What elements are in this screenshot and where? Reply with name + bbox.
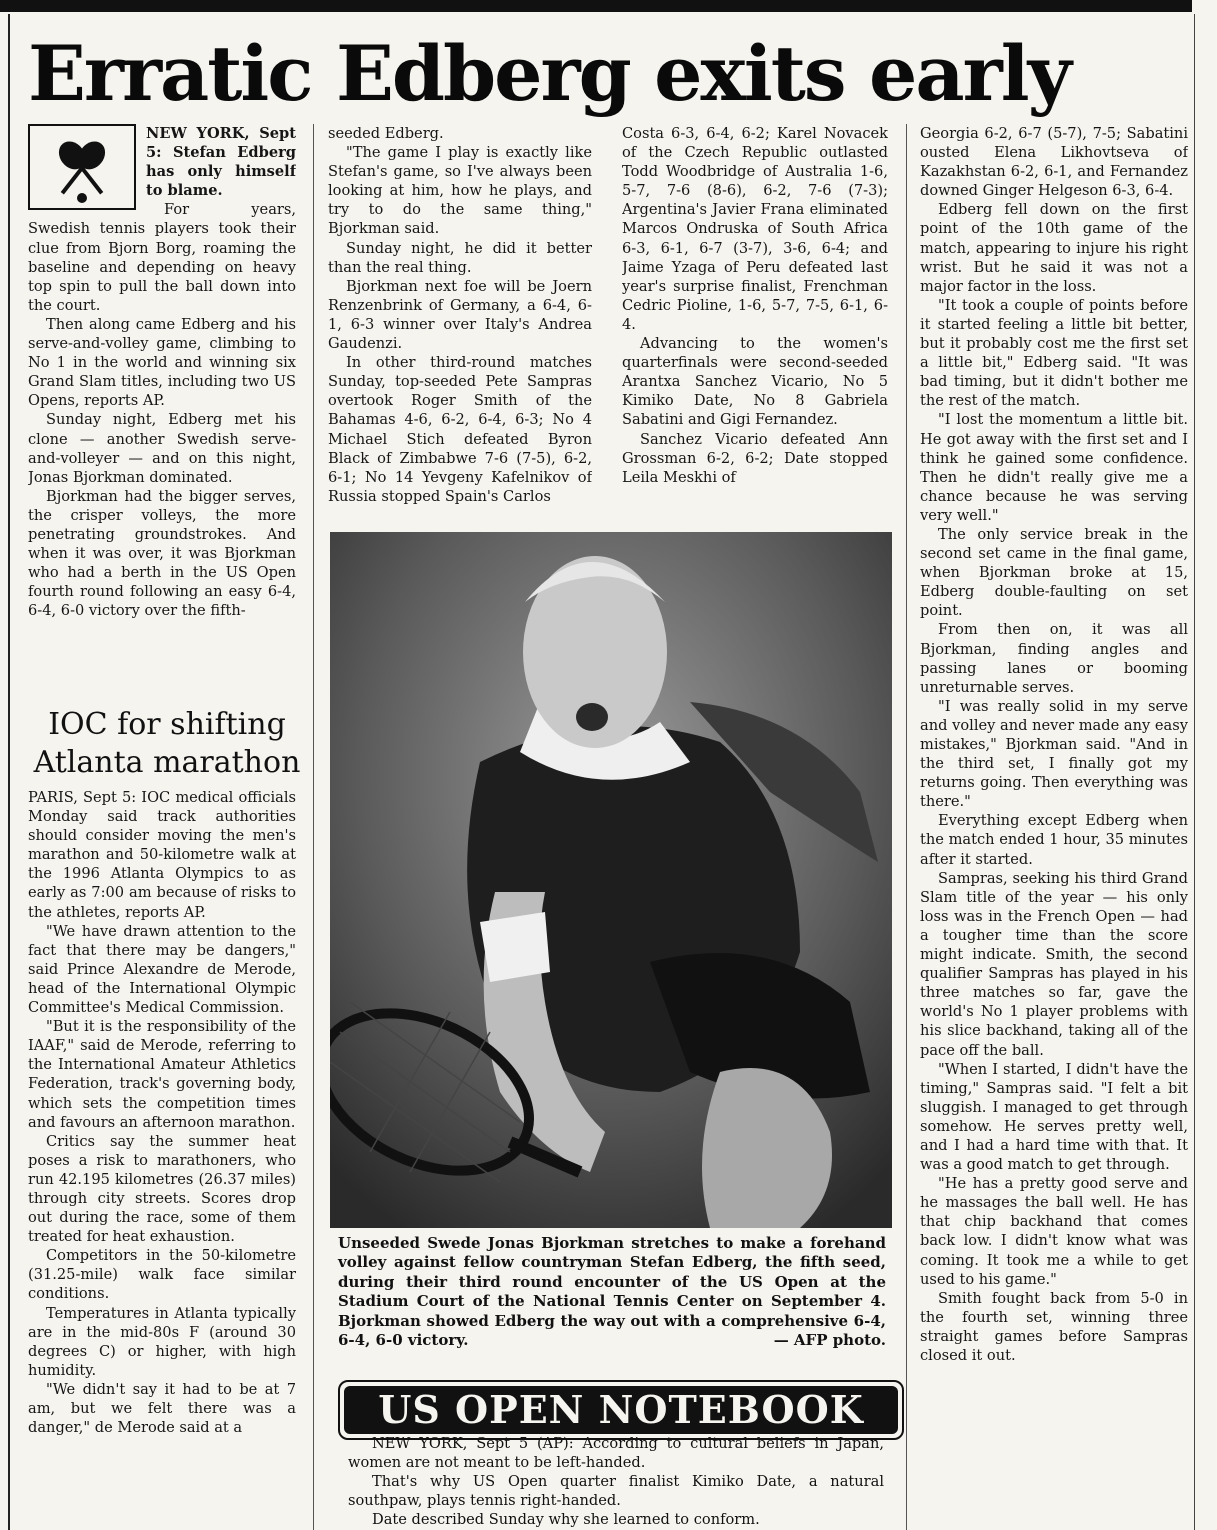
notebook-title: US OPEN NOTEBOOK xyxy=(344,1386,898,1434)
story-paragraph: Bjorkman had the bigger serves, the crisper volleys, the more penetrating groundstrokes. And when it was over, it was Bjorkman who had a berth in the US Open fourth round following an easy 6-4, 6-4, 6-0 victory over the fifth- xyxy=(28,487,296,620)
notebook-paragraph: Date described Sunday why she learned to conform. xyxy=(372,1511,760,1528)
page-rule-left xyxy=(8,14,10,1530)
sidebar-paragraph: "But it is the responsibility of the IAAF," said de Merode, referring to the International Amateur Athletics Federation, track's governing body, which sets the competition times and favours an afternoon marathon. xyxy=(28,1018,296,1131)
section-bar xyxy=(0,0,1192,12)
sidebar-paragraph: Critics say the summer heat poses a risk to marathoners, who run 42.195 kilometres (26.37 miles) through city streets. Scores drop out during the race, some of them treated for heat exhaustion. xyxy=(28,1132,296,1246)
story-paragraph: seeded Edberg. xyxy=(328,125,444,142)
story-paragraph: "When I started, I didn't have the timing," Sampras said. "I felt a bit sluggish. I managed to get through somehow. He serves pretty well, and I had a hard time with that. It was a good match to get through. xyxy=(920,1060,1188,1174)
page-rule-right xyxy=(1194,14,1195,1530)
column-divider xyxy=(313,124,314,1530)
story-paragraph: "He has a pretty good serve and he massages the ball well. He has that chip backhand that comes back low. I didn't know what was coming. It took me a while to get used to his game." xyxy=(920,1175,1188,1288)
story-paragraph: Georgia 6-2, 6-7 (5-7), 7-5; Sabatini ousted Elena Likhovtseva of Kazakhstan 6-2, 6-1, and Fernandez downed Ginger Helgeson 6-3, 6-4. xyxy=(920,125,1188,200)
sidebar-column xyxy=(28,788,296,1530)
story-paragraph: Advancing to the women's quarterfinals were second-seeded Arantxa Sanchez Vicario, No 5 Kimiko Date, No 8 Gabriela Sabatini and Gigi Fernandez. xyxy=(622,335,888,429)
sidebar-paragraph: "We didn't say it had to be at 7 am, but we felt there was a danger," de Merode said at a xyxy=(28,1380,296,1437)
story-paragraph: Edberg fell down on the first point of the 10th game of the match, appearing to injure his right wrist. But he said it was not a major factor in the loss. xyxy=(920,201,1188,295)
notebook-paragraph: NEW YORK, Sept 5 (AP): According to cultural beliefs in Japan, women are not meant to be left-handed. xyxy=(348,1435,884,1471)
notebook-text xyxy=(348,1434,884,1529)
sidebar-headline: IOC for shifting Atlanta marathon xyxy=(33,707,301,780)
sidebar-paragraph: Competitors in the 50-kilometre (31.25-mile) walk face similar conditions. xyxy=(28,1247,296,1303)
photo-caption xyxy=(338,1234,886,1350)
caption-text: Unseeded Swede Jonas Bjorkman stretches to make a forehand volley against fellow countryman Stefan Edberg, the fifth seed, during their third round encounter of the US Open at the Stadium Court of the National Tennis Center on September 4. Bjorkman showed Edberg the way out with a comprehensive 6-4, 6-4, 6-0 victory. xyxy=(338,1234,886,1350)
story-column-4 xyxy=(920,124,1188,1524)
story-paragraph: For years, Swedish tennis players took their clue from Bjorn Borg, roaming the baseline and depending on heavy top spin to pull the ball down into the court. xyxy=(28,201,296,314)
story-column-1 xyxy=(28,124,296,696)
sidebar-paragraph: "We have drawn attention to the fact that there may be dangers," said Prince Alexandre de Merode, head of the International Olympic Committee's Medical Commission. xyxy=(28,922,296,1017)
crossed-rackets-icon xyxy=(28,124,136,210)
sidebar-paragraph: Temperatures in Atlanta typically are in the mid-80s F (around 30 degrees C) or higher, with high humidity. xyxy=(28,1304,296,1379)
story-paragraph: Sanchez Vicario defeated Ann Grossman 6-2, 6-2; Date stopped Leila Meskhi of xyxy=(622,430,888,486)
story-paragraph: The only service break in the second set came in the final game, when Bjorkman broke at 15, Edberg double-faulting on set point. xyxy=(920,525,1188,620)
main-headline: Erratic Edberg exits early xyxy=(28,29,1070,118)
news-photo xyxy=(330,532,892,1228)
story-paragraph: Sampras, seeking his third Grand Slam title of the year — his only loss was in the French Open — had a tougher time than the score might indicate. Smith, the second qualifier Sampras has played in his three matches so far, gave the world's No 1 player problems with his slice backhand, taking all of the pace off the ball. xyxy=(920,869,1188,1059)
story-column-2 xyxy=(328,124,592,524)
story-paragraph: From then on, it was all Bjorkman, finding angles and passing lanes or booming unreturnable serves. xyxy=(920,621,1188,696)
story-paragraph: Smith fought back from 5-0 in the fourth set, winning three straight games before Sampras closed it out. xyxy=(920,1289,1188,1364)
notebook-paragraph: That's why US Open quarter finalist Kimiko Date, a natural southpaw, plays tennis right-handed. xyxy=(348,1473,884,1509)
story-paragraph: Sunday night, he did it better than the real thing. xyxy=(328,239,592,276)
sidebar-paragraph: PARIS, Sept 5: IOC medical officials Monday said track authorities should consider moving the men's marathon and 50-kilometre walk at the 1996 Atlanta Olympics to as early as 7:00 am because of risks to the athletes, reports AP. xyxy=(28,789,296,921)
story-paragraph: Then along came Edberg and his serve-and-volley game, climbing to No 1 in the world and winning six Grand Slam titles, including two US Opens, reports AP. xyxy=(28,315,296,410)
story-paragraph: Bjorkman next foe will be Joern Renzenbrink of Germany, a 6-4, 6-1, 6-3 winner over Italy's Andrea Gaudenzi. xyxy=(328,277,592,353)
story-paragraph: "It took a couple of points before it started feeling a little bit better, but it probably cost me the first set a little bit," Edberg said. "It was bad timing, but it didn't bother me the rest of the match. xyxy=(920,296,1188,410)
story-paragraph: "I was really solid in my serve and volley and never made any easy mistakes," Bjorkman said. "And in the third set, I finally got my returns going. Then everything was there." xyxy=(920,697,1188,811)
story-paragraph: "The game I play is exactly like Stefan's game, so I've always been looking at him, how he plays, and try to do the same thing," Bjorkman said. xyxy=(328,144,592,238)
story-paragraph: In other third-round matches Sunday, top-seeded Pete Sampras overtook Roger Smith of the Bahamas 4-6, 6-2, 6-4, 6-3; No 4 Michael Stich defeated Byron Black of Zimbabwe 7-6 (7-5), 6-2, 6-1; No 14 Yevgeny Kafelnikov of Russia stopped Spain's Carlos xyxy=(328,354,592,505)
notebook-banner xyxy=(338,1380,904,1440)
story-column-3 xyxy=(622,124,888,524)
story-paragraph: Everything except Edberg when the match ended 1 hour, 35 minutes after it started. xyxy=(920,812,1188,868)
story-paragraph: Costa 6-3, 6-4, 6-2; Karel Novacek of the Czech Republic outlasted Todd Woodbridge of Australia 1-6, 5-7, 7-6 (8-6), 6-2, 7-6 (7-3); Argentina's Javier Frana eliminated Marcos Ondruska of South Africa 6-3, 6-1, 6-7 (3-7), 3-6, 6-4; and Jaime Yzaga of Peru defeated last year's surprise finalist, Frenchman Cedric Pioline, 1-6, 5-7, 7-5, 6-1, 6-4. xyxy=(622,125,888,333)
story-dateline: NEW YORK, Sept 5: Stefan Edberg has only himself to blame. xyxy=(146,125,296,200)
story-paragraph: Sunday night, Edberg met his clone — another Swedish serve-and-volleyer — and on this night, Jonas Bjorkman dominated. xyxy=(28,411,296,486)
photo-credit: — AFP photo. xyxy=(773,1331,886,1350)
story-paragraph: "I lost the momentum a little bit. He got away with the first set and I think he gained some confidence. Then he didn't really give me a chance because he was serving very well." xyxy=(920,411,1188,524)
column-divider xyxy=(906,124,907,1530)
